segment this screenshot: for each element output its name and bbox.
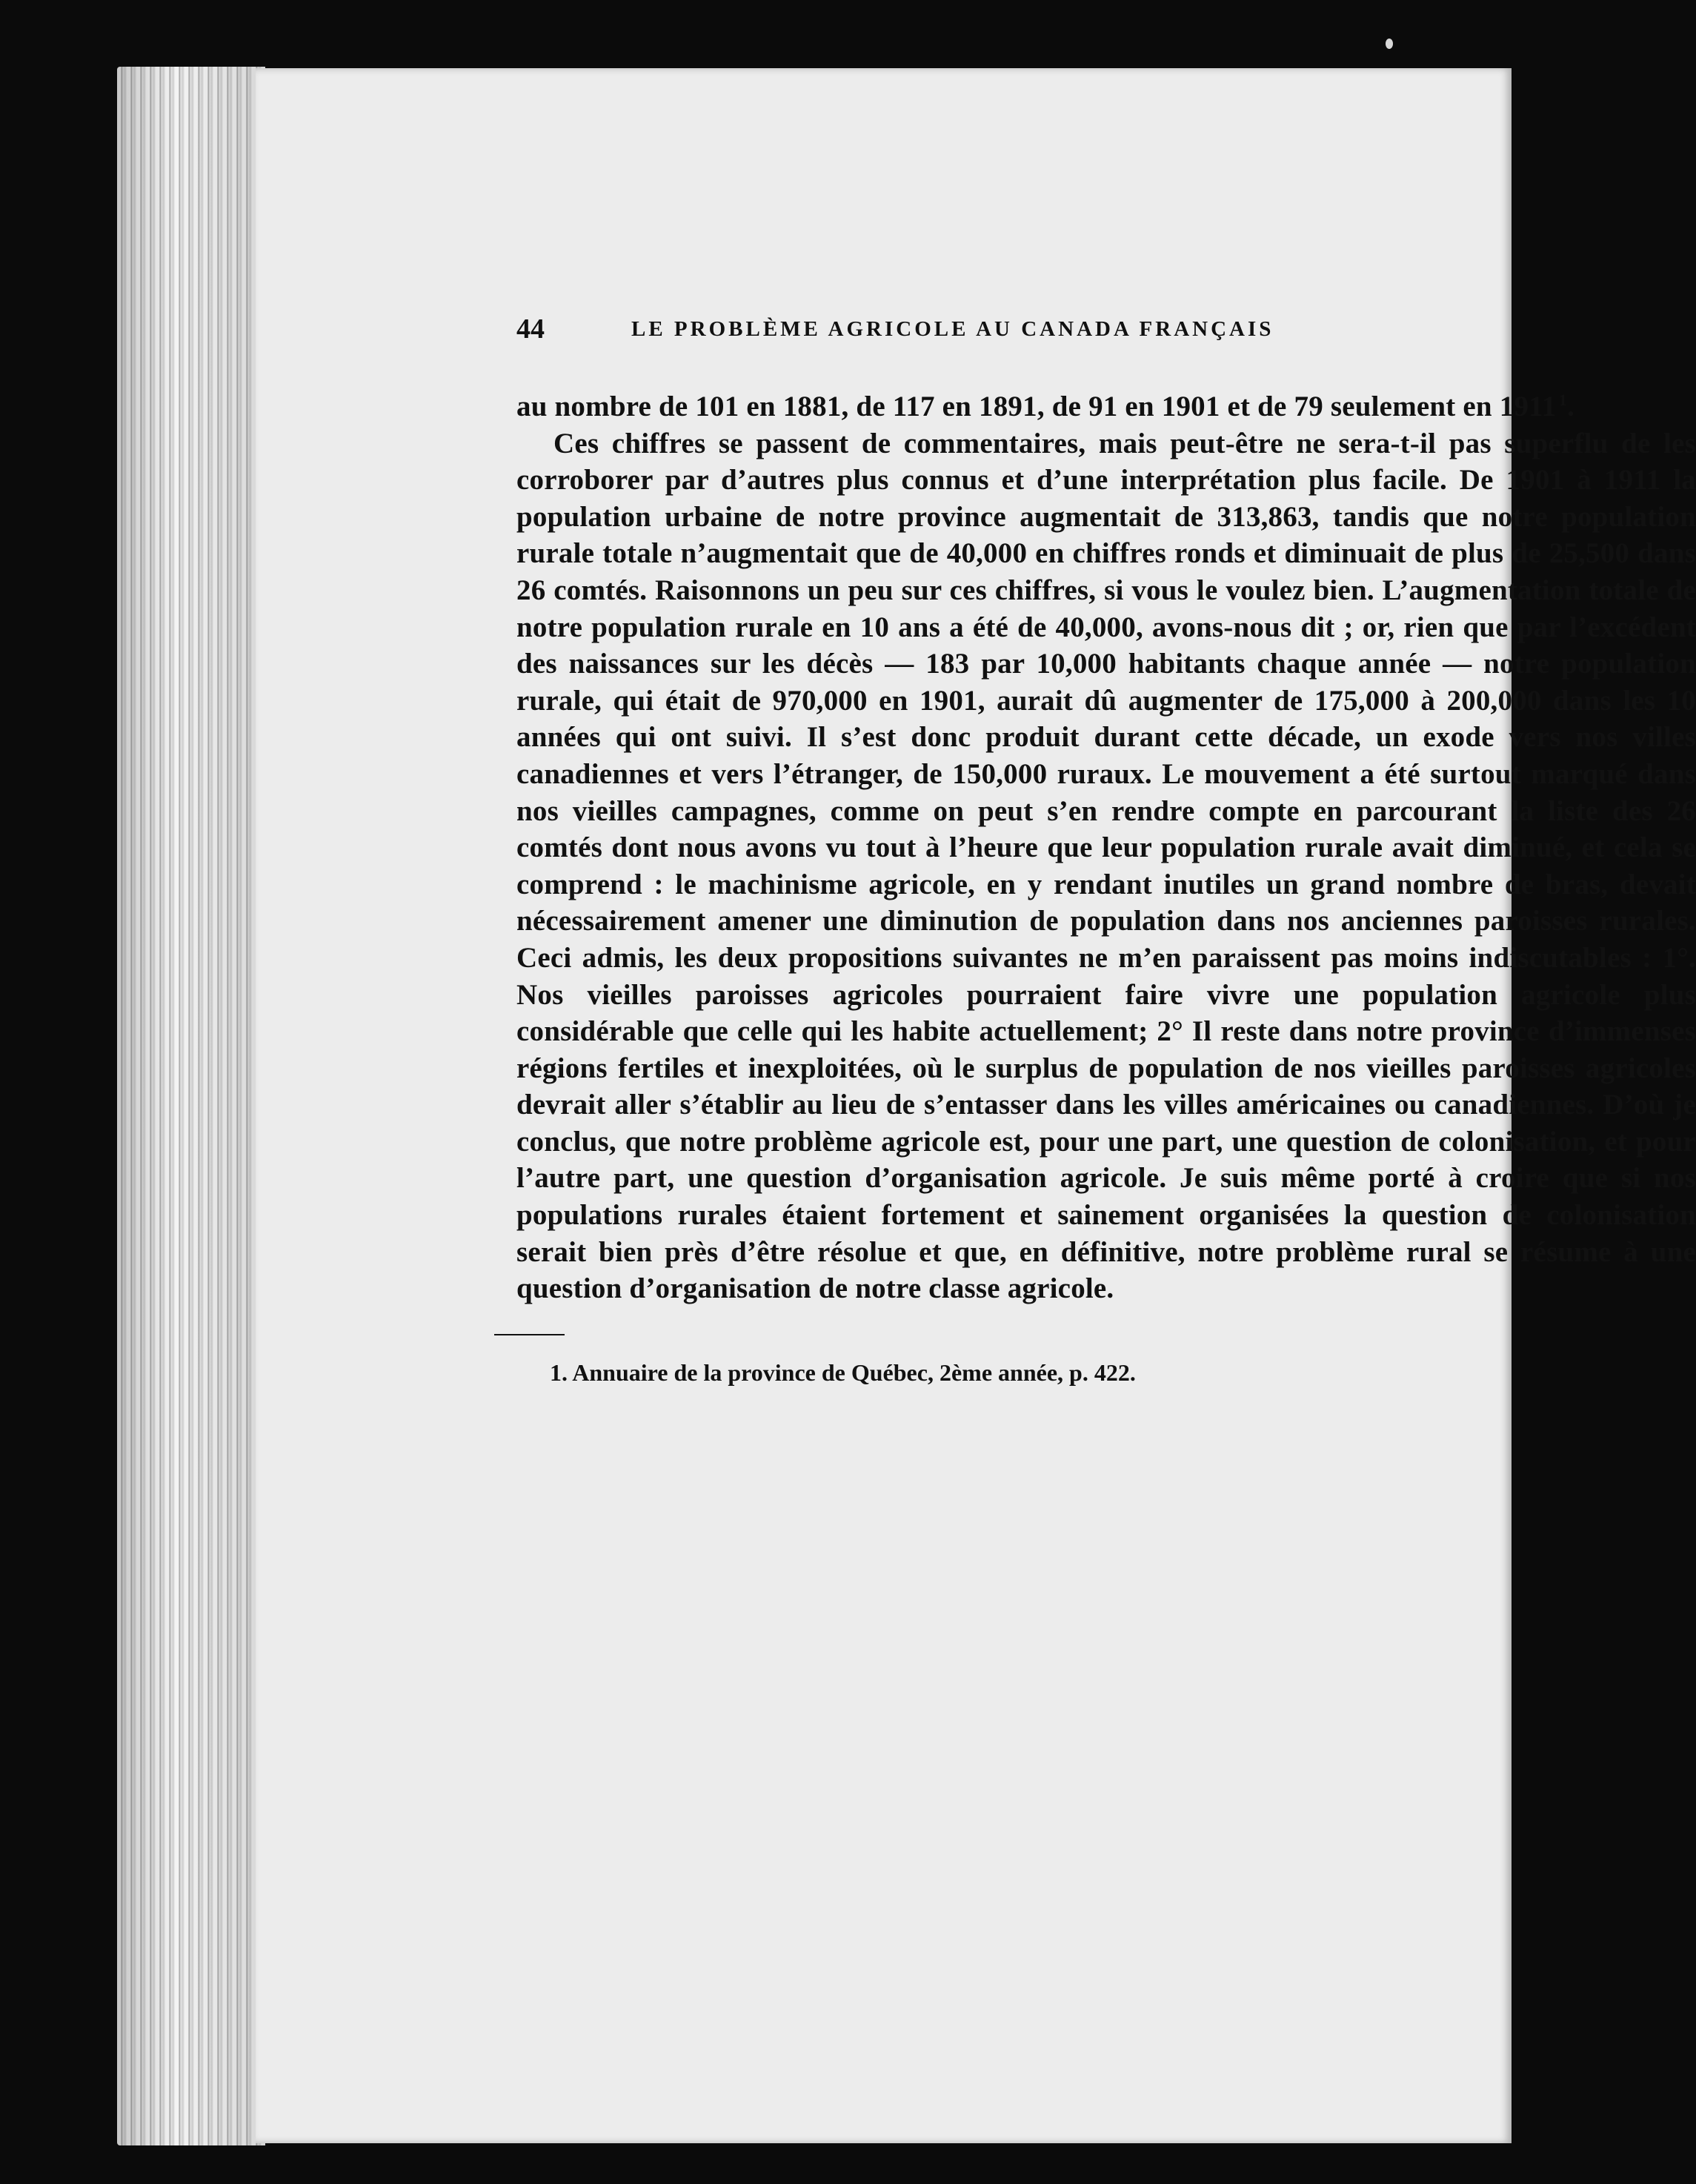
page-number: 44 [516,313,545,345]
footnote-divider [494,1334,565,1335]
body-text [516,388,1696,1307]
paragraph-2: Ces chiffres se passent de commentaires, mais peut-être ne sera-t-il pas superflu de les corroborer par d’autres plus connus et d’une interprétation plus facile. De 1901 à 1911 la population urbaine de notre province augmentait de 313,863, tandis que notre population rurale totale n’augmentait que de 40,000 en chiffres ronds et diminuait de plus de 25,500 dans 26 comtés. Raisonnons un peu sur ces chiffres, si vous le voulez bien. L’augmentation totale de notre population rurale en 10 ans a été de 40,000, avons-nous dit ; or, rien que par l’excédent des naissances sur les décès — 183 par 10,000 habitants chaque année — notre population rurale, qui était de 970,000 en 1901, aurait dû augmenter de 175,000 à 200,000 dans les 10 années qui ont suivi. Il s’est donc produit durant cette décade, un exode vers nos villes canadiennes et vers l’étranger, de 150,000 ruraux. Le mouvement a été surtout marqué dans nos vieilles campagnes, comme on peut s’en rendre compte en parcourant la liste des 26 comtés dont nous avons vu tout à l’heure que leur population rurale avait diminué, et cela se comprend : le machinisme agricole, en y rendant inutiles un grand nombre de bras, devait nécessairement amener une diminution de population dans nos anciennes paroisses rurales. Ceci admis, les deux propositions suivantes ne m’en paraissent pas moins indiscutables : 1°. Nos vieilles paroisses agricoles pourraient faire vivre une population agricole plus considérable que celle qui les habite actuellement; 2° Il reste dans notre province d’immenses régions fertiles et inexploitées, où le surplus de population de nos vieilles paroisses agricoles devrait aller s’établir au lieu de s’entasser dans les villes américaines ou canadiennes. D’où je conclus, que notre problème agricole est, pour une part, une question de colonisation, et pour l’autre part, une question d’organisation agricole. Je suis même porté à croire que si nos populations rurales étaient fortement et sainement organisées la question de colonisation serait bien près d’être résolue et que, en définitive, notre problème rural se résume à une question d’organisation de notre classe agricole. [516,427,1696,1305]
paragraph-1-end: . [1567,391,1575,422]
page-header [516,313,1696,357]
paragraph-1-text: au nombre de 101 en 1881, de 117 en 1891, de 91 en 1901 et de 79 seulement en 1911 [516,391,1557,422]
running-head: LE PROBLÈME AGRICOLE AU CANADA FRANÇAIS [631,317,1274,341]
page-content [516,313,1696,1387]
paragraph-continued [516,388,1696,425]
book-page [256,68,1696,2143]
footnote: 1. Annuaire de la province de Québec, 2ème année, p. 422. [550,1358,1136,1386]
footnote-reference: 1 [1558,391,1568,409]
scan-speck [1386,39,1393,49]
book-page-edges [117,67,265,2145]
